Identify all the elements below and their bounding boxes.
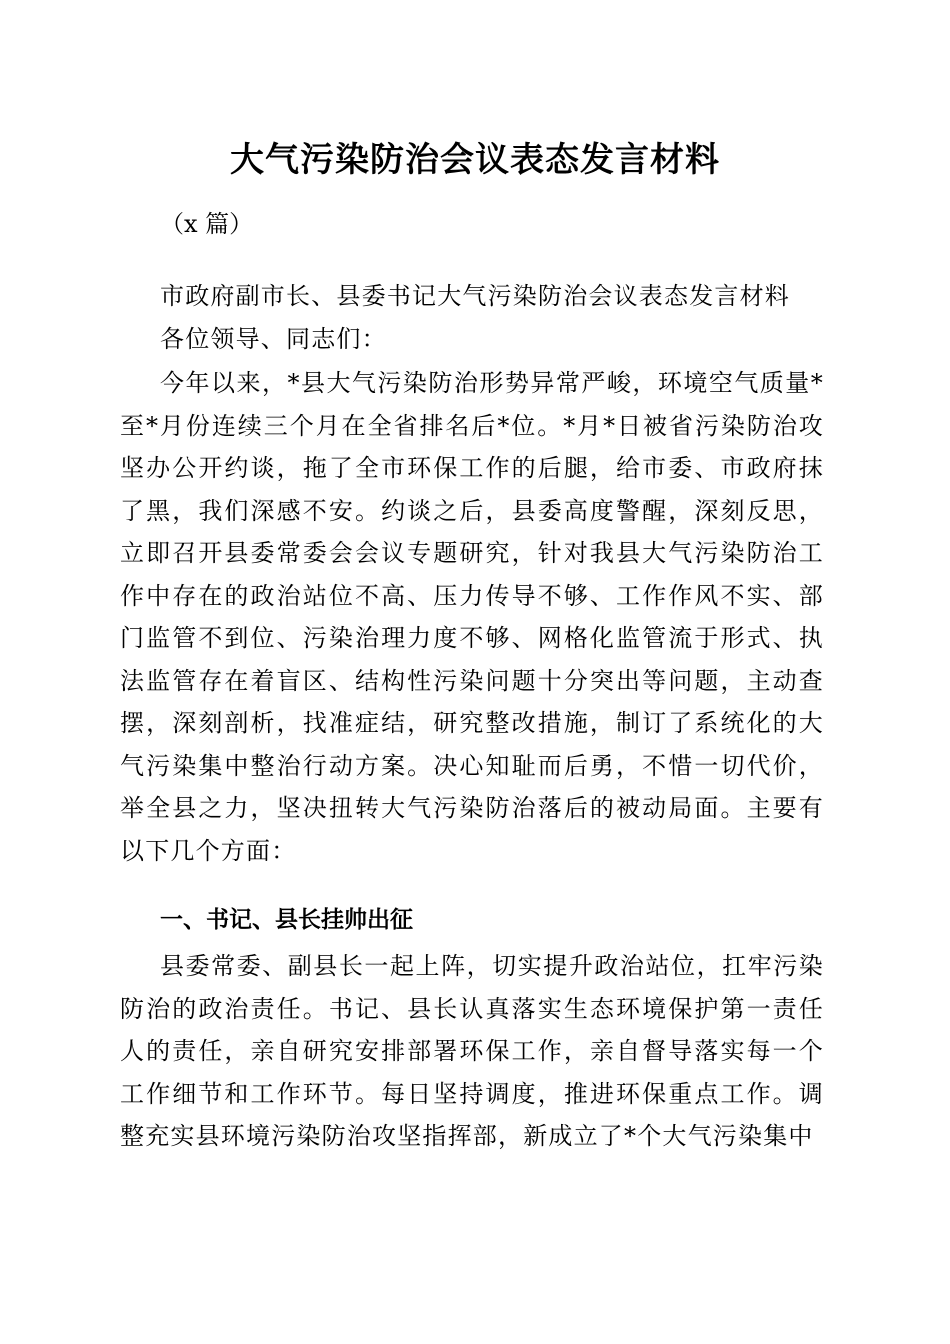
document-subtitle: （x 篇） xyxy=(160,210,254,238)
document-salutation: 各位领导、同志们： xyxy=(160,325,387,353)
document-paragraph: 今年以来，*县大气污染防治形势异常严峻，环境空气质量*至*月份连续三个月在全省排名后*位。*月*日被省污染防治攻坚办公开约谈，拖了全市环保工作的后腿，给市委、市政府抹了黑，我们深感不安。约谈之后，县委高度警醒，深刻反思，立即召开县委常委会会议专题研究，针对我县大气污染防治工作中存在的政治站位不高、压力传导不够、工作作风不实、部门监管不到位、污染治理力度不够、网格化监管流于形式、执法监管存在着盲区、结构性污染问题十分突出等问题，主动查摆，深刻剖析，找准症结，研究整改措施，制订了系统化的大气污染集中整治行动方案。决心知耻而后勇，不惜一切代价，举全县之力，坚决扭转大气污染防治落后的被动局面。主要有以下几个方面： xyxy=(120,369,824,865)
document-title: 大气污染防治会议表态发言材料 xyxy=(230,140,720,180)
section-paragraph: 县委常委、副县长一起上阵，切实提升政治站位，扛牢污染防治的政治责任。书记、县长认真落实生态环境保护第一责任人的责任，亲自研究安排部署环保工作，亲自督导落实每一个工作细节和工作环节。每日坚持调度，推进环保重点工作。调整充实县环境污染防治攻坚指挥部，新成立了*个大气污染集中 xyxy=(120,952,824,1150)
section-heading: 一、书记、县长挂帅出征 xyxy=(160,907,413,933)
document-paragraph: 市政府副市长、县委书记大气污染防治会议表态发言材料 xyxy=(160,282,790,310)
